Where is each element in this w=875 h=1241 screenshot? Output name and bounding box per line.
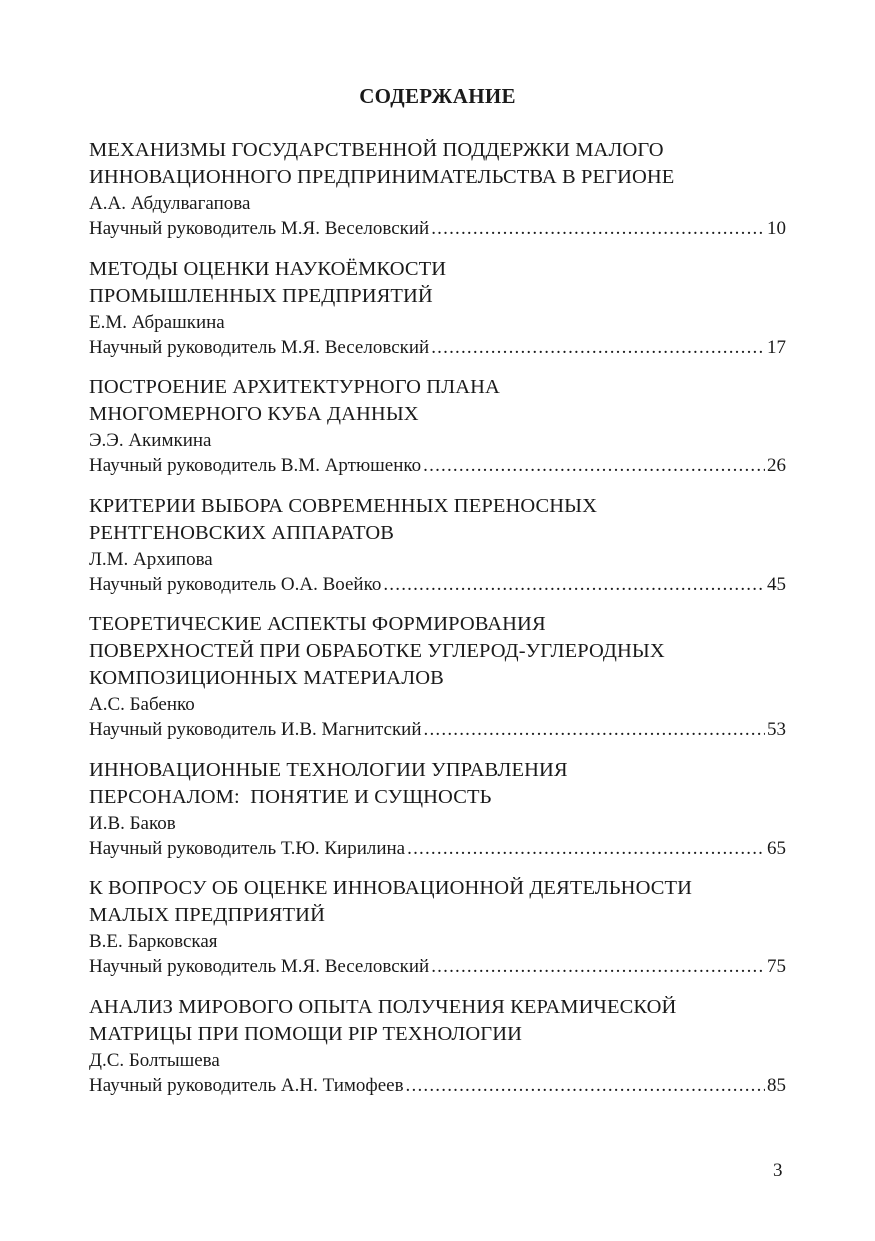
toc-entry[interactable] — [89, 493, 786, 597]
entry-author: Э.Э. Акимкина — [89, 430, 212, 451]
entry-author: Д.С. Болтышева — [89, 1049, 220, 1071]
entry-supervisor: Научный руководитель А.Н. Тимофеев — [89, 1074, 404, 1096]
dot-leader — [383, 572, 765, 597]
dot-leader — [424, 717, 765, 742]
entry-supervisor: Научный руководитель Т.Ю. Кирилина — [89, 837, 406, 859]
entry-title-line: К ВОПРОСУ ОБ ОЦЕНКЕ ИННОВАЦИОННОЙ ДЕЯТЕЛЬНОСТИ — [89, 877, 693, 899]
entry-supervisor: Научный руководитель В.М. Артюшенко — [89, 455, 422, 476]
entry-supervisor-line — [89, 954, 786, 979]
dot-leader — [406, 1073, 765, 1098]
entry-title-line: ПОСТРОЕНИЕ АРХИТЕКТУРНОГО ПЛАНА — [89, 376, 500, 398]
entry-author: В.Е. Барковская — [89, 931, 218, 952]
entry-supervisor: Научный руководитель О.А. Воейко — [89, 573, 382, 595]
entry-supervisor-line — [89, 335, 786, 360]
entry-page-number: 85 — [767, 1074, 786, 1096]
entry-supervisor-line — [89, 453, 786, 478]
dot-leader — [431, 954, 765, 979]
entry-title-line: АНАЛИЗ МИРОВОГО ОПЫТА ПОЛУЧЕНИЯ КЕРАМИЧЕСКОЙ — [89, 995, 677, 1018]
toc-entry[interactable] — [89, 875, 786, 979]
dot-leader — [423, 453, 765, 478]
entry-author: А.С. Бабенко — [89, 694, 195, 715]
toc-entry[interactable] — [89, 994, 786, 1098]
entry-author: Е.М. Абрашкина — [89, 311, 225, 333]
entry-title-line: ПРОМЫШЛЕННЫХ ПРЕДПРИЯТИЙ — [89, 284, 433, 307]
entry-author: А.А. Абдулвагапова — [89, 193, 251, 214]
entry-title-line: МНОГОМЕРНОГО КУБА ДАННЫХ — [89, 403, 419, 425]
entry-title-line: МАТРИЦЫ ПРИ ПОМОЩИ PIP ТЕХНОЛОГИИ — [89, 1022, 523, 1045]
entry-title-line: РЕНТГЕНОВСКИХ АППАРАТОВ — [89, 521, 395, 544]
entry-page-number: 26 — [767, 455, 786, 476]
entry-title-line: ТЕОРЕТИЧЕСКИЕ АСПЕКТЫ ФОРМИРОВАНИЯ — [89, 613, 546, 635]
toc-entry[interactable] — [89, 611, 786, 742]
entry-supervisor: Научный руководитель М.Я. Веселовский — [89, 218, 430, 239]
entry-supervisor: Научный руководитель И.В. Магнитский — [89, 719, 422, 740]
entry-page-number: 65 — [767, 837, 786, 859]
entry-author: И.В. Баков — [89, 812, 176, 834]
entry-supervisor: Научный руководитель М.Я. Веселовский — [89, 956, 430, 977]
entry-supervisor-line — [89, 216, 786, 241]
entry-page-number: 17 — [767, 336, 786, 358]
entry-title-line: ПЕРСОНАЛОМ: ПОНЯТИЕ И СУЩНОСТЬ — [89, 785, 492, 808]
entry-title-line: КРИТЕРИИ ВЫБОРА СОВРЕМЕННЫХ ПЕРЕНОСНЫХ — [89, 494, 598, 517]
entry-page-number: 10 — [767, 218, 786, 239]
entry-title-line: КОМПОЗИЦИОННЫХ МАТЕРИАЛОВ — [89, 667, 444, 689]
entry-title-line: МЕХАНИЗМЫ ГОСУДАРСТВЕННОЙ ПОДДЕРЖКИ МАЛОГО — [89, 139, 664, 161]
entry-author: Л.М. Архипова — [89, 548, 213, 570]
toc-entry[interactable] — [89, 757, 786, 861]
entry-title-line: МЕТОДЫ ОЦЕНКИ НАУКОЁМКОСТИ — [89, 257, 447, 280]
entry-title-line: ПОВЕРХНОСТЕЙ ПРИ ОБРАБОТКЕ УГЛЕРОД-УГЛЕРОДНЫХ — [89, 640, 665, 662]
entry-page-number: 75 — [767, 956, 786, 977]
entry-supervisor-line — [89, 1073, 786, 1098]
toc-entry[interactable] — [89, 137, 786, 241]
toc-entry[interactable] — [89, 374, 786, 478]
entry-supervisor-line — [89, 836, 786, 861]
dot-leader — [431, 335, 765, 360]
page-title: СОДЕРЖАНИЕ — [359, 84, 516, 108]
entry-title-line: ИННОВАЦИОННОГО ПРЕДПРИНИМАТЕЛЬСТВА В РЕГИОНЕ — [89, 166, 675, 188]
dot-leader — [407, 836, 765, 861]
page-number: 3 — [773, 1160, 783, 1181]
entry-supervisor-line — [89, 717, 786, 742]
entry-title-line: МАЛЫХ ПРЕДПРИЯТИЙ — [89, 904, 325, 926]
entry-title-line: ИННОВАЦИОННЫЕ ТЕХНОЛОГИИ УПРАВЛЕНИЯ — [89, 758, 568, 781]
entry-supervisor: Научный руководитель М.Я. Веселовский — [89, 336, 430, 358]
entry-page-number: 45 — [767, 573, 786, 595]
entry-page-number: 53 — [767, 719, 786, 740]
toc-entry[interactable] — [89, 256, 786, 360]
dot-leader — [431, 216, 765, 241]
entry-supervisor-line — [89, 572, 786, 597]
table-of-contents — [89, 137, 786, 1112]
